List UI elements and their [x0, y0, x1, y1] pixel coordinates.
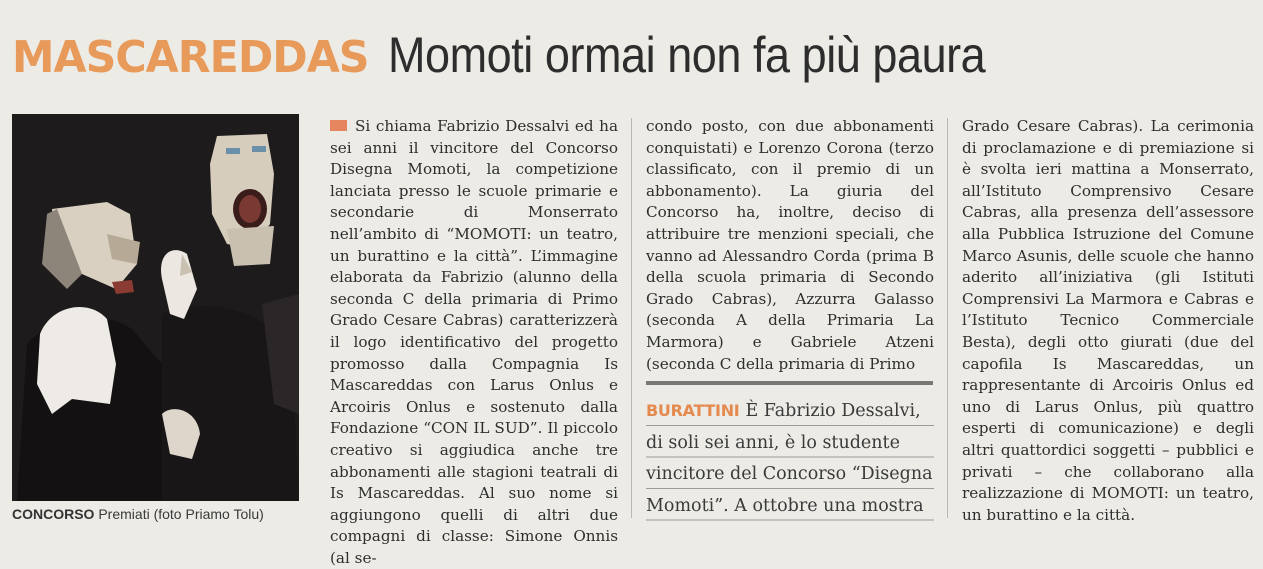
puppets-photo-illustration	[12, 114, 299, 501]
sidebar-tag: BURATTINI	[646, 401, 740, 420]
show-through-texture: ​	[558, 8, 562, 23]
column-divider	[631, 118, 632, 518]
article-column-2	[646, 116, 934, 375]
headline-kicker: MASCAREDDAS	[12, 32, 369, 83]
photo-caption	[12, 506, 312, 522]
caption-text: Premiati (foto Priamo Tolu)	[98, 506, 264, 522]
caption-label: CONCORSO	[12, 506, 95, 522]
headline-title: Momoti ormai non fa più paura	[387, 27, 985, 83]
body-text-col2: condo posto, con due abbonamenti conquistati) e Lorenzo Corona (terzo classificato, con il premio di un abbonamento). La giuria del Concorso ha, inoltre, deciso di attribuire tre menzioni speciali, che vanno ad Alessandro Corda (prima B della scuola primaria di Secondo Grado Cabras), Azzurra Galasso (seconda A della Primaria La Marmora) e Gabriele Atzeni (seconda C della primaria di Primo	[646, 117, 934, 373]
sidebar-rule	[646, 381, 933, 385]
sidebar-box	[646, 395, 934, 522]
sidebar-text: È Fabrizio Dessalvi, di soli sei anni, è lo studente vincitore del Concorso “Disegna Momoti”. A ottobre una mostra	[646, 401, 933, 516]
article-column-1	[330, 116, 618, 569]
headline	[12, 26, 1051, 86]
sidebar-lines	[646, 395, 934, 522]
body-text-col1: Si chiama Fabrizio Dessalvi ed ha sei anni il vincitore del Concorso Disegna Momoti, la competizione lanciata presso le scuole primarie e secondarie di Monserrato nell’ambito di “MOMOTI: un teatro, un burattino e la città”. L’immagine elaborata da Fabrizio (alunno della seconda C della primaria di Primo Grado Cesare Cabras) caratterizzerà il logo identificativo del progetto promosso dalla Compagnia Is Mascareddas con Larus Onlus e Arcoiris Onlus e sostenuto dalla Fondazione “CON IL SUD”. Il piccolo creativo si aggiudica anche tre abbonamenti alle stagioni teatrali di Is Mascareddas. Al suo nome si aggiungono quelli di altri due compagni di classe: Simone Onnis (al se-	[330, 117, 618, 567]
paragraph-marker-icon	[330, 120, 347, 131]
body-text-col3: Grado Cesare Cabras). La cerimonia di proclamazione e di premiazione si è svolta ieri mattina a Monserrato, all’Istituto Comprensivo Cesare Cabras, alla presenza dell’assessore alla Pubblica Istruzione del Comune Marco Asunis, delle scuole che hanno aderito all’iniziativa (gli Istituti Comprensivi La Marmora e Cabras e l’Istituto Tecnico Commerciale Besta), degli otto giurati (due del capofila Is Mascareddas, un rappresentante di Arcoiris Onlus ed uno di Larus Onlus, più quattro esperti di comunicazione) e degli altri quattordici soggetti – pubblici e privati – che collaborano alla realizzazione di MOMOTI: un teatro, un burattino e la città.	[962, 117, 1254, 524]
column-divider	[947, 118, 948, 518]
article-column-3	[962, 116, 1254, 526]
article-photo	[12, 114, 299, 501]
